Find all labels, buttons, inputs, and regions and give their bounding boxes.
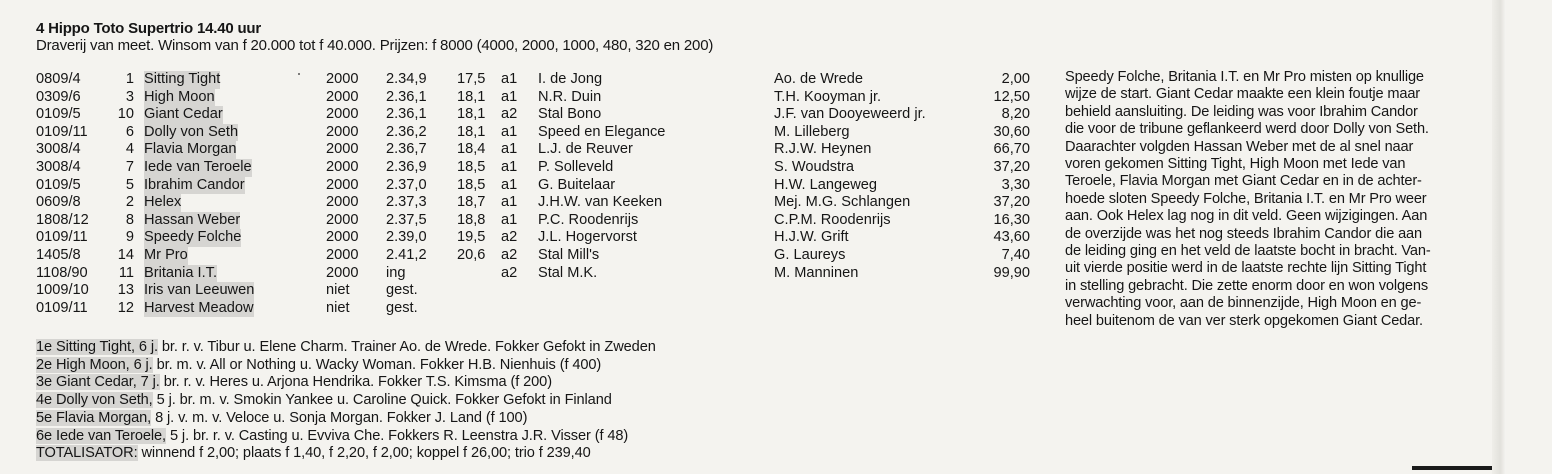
finish-time: gest. bbox=[386, 282, 418, 299]
pedigree-line bbox=[36, 410, 656, 428]
distance: 2000 bbox=[326, 246, 359, 263]
finish-time: 2.37,0 bbox=[386, 176, 427, 193]
win-odds: 2,00 bbox=[1001, 71, 1030, 87]
pedigree-line bbox=[36, 428, 656, 446]
km-time: 20,6 bbox=[457, 246, 486, 263]
owner-name: Stal Bono bbox=[538, 106, 602, 123]
driver-name: H.J.W. Grift bbox=[774, 229, 849, 246]
start-number: 2 bbox=[125, 194, 134, 211]
class: a1 bbox=[501, 158, 518, 175]
pedigree-label: 4e Dolly von Seth, bbox=[36, 392, 153, 409]
result-date: 1808/12 bbox=[36, 211, 89, 228]
finish-time: ing bbox=[386, 264, 406, 281]
owner-name: G. Buitelaar bbox=[538, 176, 616, 193]
win-odds: 7,40 bbox=[1001, 246, 1030, 263]
win-odds: 3,30 bbox=[1001, 176, 1030, 193]
distance: 2000 bbox=[326, 88, 359, 105]
km-time: 18,1 bbox=[457, 123, 486, 140]
distance: 2000 bbox=[326, 211, 359, 228]
horse-name: Speedy Folche bbox=[144, 229, 242, 246]
totalisator-text: winnend f 2,00; plaats f 1,40, f 2,20, f 2,00; koppel f 26,00; trio f 239,40 bbox=[137, 445, 591, 462]
driver-name: R.J.W. Heynen bbox=[774, 141, 872, 158]
pedigree-text: 5 j. br. r. v. Casting u. Evviva Che. Fokkers R. Leenstra J.R. Visser (f 48) bbox=[166, 427, 629, 444]
result-date: 0109/5 bbox=[36, 176, 81, 193]
pedigree-list bbox=[36, 339, 656, 463]
class: a1 bbox=[501, 176, 518, 193]
finish-time: 2.36,7 bbox=[386, 141, 427, 158]
win-odds: 99,90 bbox=[993, 264, 1030, 281]
print-speck bbox=[298, 73, 300, 75]
driver-name: Ao. de Wrede bbox=[774, 71, 863, 87]
driver-name: G. Laureys bbox=[774, 246, 846, 263]
finish-time: 2.36,2 bbox=[386, 123, 427, 140]
finish-time: gest. bbox=[386, 299, 418, 316]
finish-time: 2.34,9 bbox=[386, 71, 427, 87]
totalisator-label: TOTALISATOR: bbox=[36, 445, 138, 462]
horse-name: Iede van Teroele bbox=[144, 158, 252, 175]
pedigree-text: br. r. v. Heres u. Arjona Hendrika. Fokker T.S. Kimsma (f 200) bbox=[159, 374, 552, 391]
result-date: 1405/8 bbox=[36, 246, 81, 263]
horse-name: Britania I.T. bbox=[144, 264, 217, 281]
km-time: 18,4 bbox=[457, 141, 486, 158]
driver-name: M. Lilleberg bbox=[774, 123, 850, 140]
pedigree-text: 5 j. br. m. v. Smokin Yankee u. Caroline Quick. Fokker Gefokt in Finland bbox=[152, 392, 612, 409]
result-date: 1108/90 bbox=[36, 264, 88, 281]
start-number: 6 bbox=[125, 123, 134, 140]
distance: 2000 bbox=[326, 194, 359, 211]
result-date: 0609/8 bbox=[36, 194, 81, 211]
class: a2 bbox=[501, 106, 518, 123]
win-odds: 12,50 bbox=[993, 88, 1030, 105]
owner-name: N.R. Duin bbox=[538, 88, 602, 105]
race-conditions: Draverij van meet. Winsom van f 20.000 tot f 40.000. Prijzen: f 8000 (4000, 2000, 1000, 480, 320 en 200) bbox=[36, 37, 714, 54]
start-number: 13 bbox=[117, 282, 134, 299]
horse-name: Flavia Morgan bbox=[144, 141, 237, 158]
start-number: 1 bbox=[125, 71, 134, 87]
result-date: 0109/5 bbox=[36, 106, 81, 123]
finish-time: 2.41,2 bbox=[386, 246, 427, 263]
horse-name: Harvest Meadow bbox=[144, 299, 254, 316]
km-time: 18,1 bbox=[457, 88, 486, 105]
result-date: 0109/11 bbox=[36, 229, 88, 246]
distance: 2000 bbox=[326, 106, 359, 123]
km-time: 17,5 bbox=[457, 71, 486, 87]
win-odds: 37,20 bbox=[993, 158, 1030, 175]
owner-name: J.L. Hogervorst bbox=[538, 229, 637, 246]
horse-name: Hassan Weber bbox=[144, 211, 241, 228]
finish-time: 2.36,1 bbox=[386, 106, 427, 123]
horse-name: Helex bbox=[144, 194, 182, 211]
win-odds: 66,70 bbox=[993, 141, 1030, 158]
km-time: 18,8 bbox=[457, 211, 486, 228]
pedigree-text: 8 j. v. m. v. Veloce u. Sonja Morgan. Fokker J. Land (f 100) bbox=[151, 409, 528, 426]
horse-name: Sitting Tight bbox=[144, 71, 221, 87]
finish-time: 2.37,5 bbox=[386, 211, 427, 228]
result-date: 3008/4 bbox=[36, 158, 81, 175]
pedigree-line bbox=[36, 357, 656, 375]
distance: 2000 bbox=[326, 158, 359, 175]
start-number: 12 bbox=[117, 299, 134, 316]
start-number: 3 bbox=[125, 88, 134, 105]
result-date: 0309/6 bbox=[36, 88, 81, 105]
owner-name: P. Solleveld bbox=[538, 158, 614, 175]
start-number: 7 bbox=[125, 158, 134, 175]
class: a1 bbox=[501, 88, 518, 105]
class: a2 bbox=[501, 246, 518, 263]
totalisator-line bbox=[36, 445, 656, 463]
owner-name: L.J. de Reuver bbox=[538, 141, 633, 158]
column-rule bbox=[1412, 466, 1492, 470]
start-number: 9 bbox=[125, 229, 134, 246]
horse-name: Dolly von Seth bbox=[144, 123, 239, 140]
finish-time: 2.36,1 bbox=[386, 88, 427, 105]
class: a1 bbox=[501, 194, 518, 211]
pedigree-label: 2e High Moon, 6 j. bbox=[36, 356, 153, 373]
driver-name: M. Manninen bbox=[774, 264, 859, 281]
result-date: 3008/4 bbox=[36, 141, 81, 158]
driver-name: T.H. Kooyman jr. bbox=[774, 88, 882, 105]
class: a1 bbox=[501, 71, 518, 87]
result-date: 0809/4 bbox=[36, 71, 81, 87]
result-date: 1009/10 bbox=[36, 282, 89, 299]
km-time: 18,5 bbox=[457, 176, 486, 193]
owner-name: P.C. Roodenrijs bbox=[538, 211, 639, 228]
race-report: Speedy Folche, Britania I.T. en Mr Pro misten op knullige wijze de start. Giant Cedar maakte een klein foutje maar behield aansluiting. De leiding was voor Ibrahim Candor die voor de tribune geflankeerd werd door Dolly von Seth. Daarachter volgden Hassan Weber met de al snel naar voren gekomen Sitting Tight, High Moon met Iede van Teroele, Flavia Morgan met Giant Cedar en in de achter- hoede sloten Speedy Folche, Britania I.T. en Mr Pro weer aan. Ook Helex lag nog in dit veld. Geen wijzigingen. Aan de overzijde was het nog steeds Ibrahim Candor die aan de leiding ging en het veld de laatste bocht in bracht. Van- uit vierde positie werd in de laatste rechte lijn Sitting Tight in stelling gebracht. Die zette enorm door en won volgens verwachting voor, aan de binnenzijde, High Moon en ge- heel buitenom de van ver sterk opgekomen Giant Cedar. bbox=[1065, 69, 1431, 329]
win-odds: 30,60 bbox=[993, 123, 1030, 140]
class: a1 bbox=[501, 211, 518, 228]
distance: niet bbox=[326, 299, 350, 316]
km-time: 18,7 bbox=[457, 194, 486, 211]
start-number: 14 bbox=[117, 246, 134, 263]
owner-name: Stal Mill's bbox=[538, 246, 600, 263]
win-odds: 8,20 bbox=[1001, 106, 1030, 123]
horse-name: Mr Pro bbox=[144, 246, 188, 263]
km-time: 18,5 bbox=[457, 158, 486, 175]
distance: 2000 bbox=[326, 176, 359, 193]
horse-name: Giant Cedar bbox=[144, 106, 223, 123]
class: a2 bbox=[501, 264, 518, 281]
page-fold-edge bbox=[1492, 0, 1506, 474]
km-time: 19,5 bbox=[457, 229, 486, 246]
race-title: 4 Hippo Toto Supertrio 14.40 uur bbox=[36, 20, 262, 37]
owner-name: I. de Jong bbox=[538, 71, 603, 87]
driver-name: S. Woudstra bbox=[774, 158, 855, 175]
driver-name: J.F. van Dooyeweerd jr. bbox=[774, 106, 926, 123]
pedigree-label: 6e Iede van Teroele, bbox=[36, 427, 166, 444]
start-number: 11 bbox=[118, 264, 134, 281]
result-date: 0109/11 bbox=[36, 123, 88, 140]
result-date: 0109/11 bbox=[36, 299, 88, 316]
distance: niet bbox=[326, 282, 350, 299]
owner-name: Speed en Elegance bbox=[538, 123, 666, 140]
pedigree-line bbox=[36, 392, 656, 410]
class: a1 bbox=[501, 141, 518, 158]
pedigree-label: 5e Flavia Morgan, bbox=[36, 409, 152, 426]
class: a1 bbox=[501, 123, 518, 140]
distance: 2000 bbox=[326, 71, 359, 87]
pedigree-line bbox=[36, 339, 656, 357]
finish-time: 2.37,3 bbox=[386, 194, 427, 211]
pedigree-line bbox=[36, 374, 656, 392]
owner-name: J.H.W. van Keeken bbox=[538, 194, 663, 211]
finish-time: 2.36,9 bbox=[386, 158, 427, 175]
horse-name: Iris van Leeuwen bbox=[144, 282, 255, 299]
win-odds: 16,30 bbox=[993, 211, 1030, 228]
finish-time: 2.39,0 bbox=[386, 229, 427, 246]
driver-name: C.P.M. Roodenrijs bbox=[774, 211, 891, 228]
pedigree-label: 1e Sitting Tight, 6 j. bbox=[36, 339, 158, 355]
distance: 2000 bbox=[326, 123, 359, 140]
horse-name: Ibrahim Candor bbox=[144, 176, 245, 193]
win-odds: 43,60 bbox=[993, 229, 1030, 246]
start-number: 8 bbox=[125, 211, 134, 228]
horse-name: High Moon bbox=[144, 88, 215, 105]
start-number: 5 bbox=[125, 176, 134, 193]
distance: 2000 bbox=[326, 141, 359, 158]
win-odds: 37,20 bbox=[993, 194, 1030, 211]
driver-name: Mej. M.G. Schlangen bbox=[774, 194, 911, 211]
start-number: 10 bbox=[117, 106, 134, 123]
class: a2 bbox=[501, 229, 518, 246]
distance: 2000 bbox=[326, 229, 359, 246]
km-time: 18,1 bbox=[457, 106, 486, 123]
owner-name: Stal M.K. bbox=[538, 264, 598, 281]
pedigree-text: br. m. v. All or Nothing u. Wacky Woman. Fokker H.B. Nienhuis (f 400) bbox=[152, 356, 602, 373]
distance: 2000 bbox=[326, 264, 359, 281]
driver-name: H.W. Langeweg bbox=[774, 176, 878, 193]
pedigree-label: 3e Giant Cedar, 7 j. bbox=[36, 374, 160, 391]
pedigree-text: br. r. v. Tibur u. Elene Charm. Trainer Ao. de Wrede. Fokker Gefokt in Zweden bbox=[157, 339, 656, 355]
start-number: 4 bbox=[125, 141, 134, 158]
